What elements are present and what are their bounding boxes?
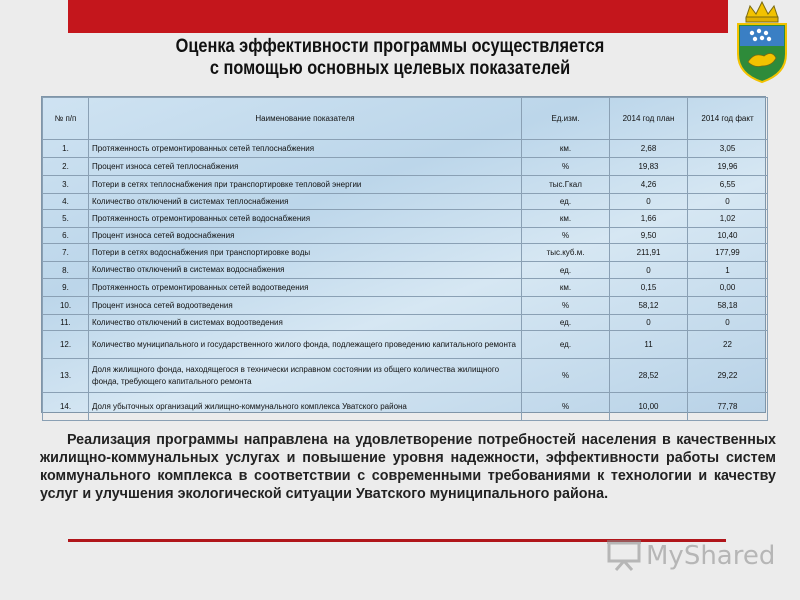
row-fact: 19,96	[688, 158, 768, 176]
row-name: Процент износа сетей водоснабжения	[89, 228, 522, 244]
row-name: Количество отключений в системах водоснабжения	[89, 262, 522, 279]
presentation-screen-icon	[606, 539, 642, 571]
row-fact: 22	[688, 331, 768, 359]
row-unit: %	[522, 359, 610, 393]
header-fact: 2014 год факт	[688, 98, 768, 140]
row-fact: 58,18	[688, 297, 768, 315]
row-name: Количество отключений в системах водоотведения	[89, 315, 522, 331]
row-plan: 0	[610, 262, 688, 279]
table-row	[43, 331, 768, 359]
row-fact: 0	[688, 315, 768, 331]
table-row	[43, 210, 768, 228]
title-line-1: Оценка эффективности программы осуществляется	[175, 36, 605, 57]
row-name: Доля убыточных организаций жилищно-коммунального комплекса Уватского района	[89, 393, 522, 421]
table-row	[43, 393, 768, 421]
row-fact: 3,05	[688, 140, 768, 158]
table-row	[43, 359, 768, 393]
header-unit: Ед.изм.	[522, 98, 610, 140]
table-row	[43, 279, 768, 297]
row-fact: 29,22	[688, 359, 768, 393]
table-row	[43, 158, 768, 176]
row-num: 6.	[43, 228, 89, 244]
row-num: 9.	[43, 279, 89, 297]
row-unit: ед.	[522, 194, 610, 210]
row-unit: %	[522, 393, 610, 421]
row-unit: %	[522, 297, 610, 315]
row-unit: км.	[522, 140, 610, 158]
table-row	[43, 176, 768, 194]
row-name: Доля жилищного фонда, находящегося в технически исправном состоянии из общего количества жилищного фонда, требующего капитального ремонта	[89, 359, 522, 393]
table-row	[43, 140, 768, 158]
row-num: 14.	[43, 393, 89, 421]
table-row	[43, 262, 768, 279]
coat-of-arms-icon	[728, 0, 796, 84]
row-plan: 11	[610, 331, 688, 359]
row-name: Протяженность отремонтированных сетей водоснабжения	[89, 210, 522, 228]
table-row	[43, 315, 768, 331]
row-unit: ед.	[522, 331, 610, 359]
row-plan: 0,15	[610, 279, 688, 297]
row-name: Количество муниципального и государственного жилого фонда, подлежащего проведению капитального ремонта	[89, 331, 522, 359]
row-unit: тыс.куб.м.	[522, 244, 610, 262]
table-row	[43, 244, 768, 262]
row-plan: 0	[610, 315, 688, 331]
row-unit: ед.	[522, 262, 610, 279]
row-unit: %	[522, 228, 610, 244]
row-fact: 177,99	[688, 244, 768, 262]
table-header-row	[43, 98, 768, 140]
row-name: Потери в сетях водоснабжения при транспортировке воды	[89, 244, 522, 262]
row-unit: км.	[522, 210, 610, 228]
header-num: № п/п	[43, 98, 89, 140]
summary-paragraph: Реализация программы направлена на удовлетворение потребностей населения в качественных жилищно-коммунальных услугах и повышение уровня надежности, эффективности работы систем коммунального комплекса в соответствии с современными требованиями к технологии и качеству услуг и улучшения экологической ситуации Уватского муниципального района.	[40, 432, 776, 502]
header-name: Наименование показателя	[89, 98, 522, 140]
row-plan: 4,26	[610, 176, 688, 194]
header-plan: 2014 год план	[610, 98, 688, 140]
row-plan: 28,52	[610, 359, 688, 393]
row-fact: 1	[688, 262, 768, 279]
row-num: 4.	[43, 194, 89, 210]
row-plan: 1,66	[610, 210, 688, 228]
row-fact: 1,02	[688, 210, 768, 228]
row-num: 3.	[43, 176, 89, 194]
row-num: 10.	[43, 297, 89, 315]
row-name: Процент износа сетей водоотведения	[89, 297, 522, 315]
watermark-text: MyShared	[646, 541, 776, 571]
row-num: 2.	[43, 158, 89, 176]
row-name: Протяженность отремонтированных сетей водоотведения	[89, 279, 522, 297]
row-fact: 10,40	[688, 228, 768, 244]
top-red-bar	[68, 0, 728, 33]
row-num: 7.	[43, 244, 89, 262]
row-fact: 0,00	[688, 279, 768, 297]
row-num: 8.	[43, 262, 89, 279]
row-num: 11.	[43, 315, 89, 331]
row-num: 5.	[43, 210, 89, 228]
title-line-2: с помощью основных целевых показателей	[209, 58, 571, 79]
row-unit: км.	[522, 279, 610, 297]
row-num: 1.	[43, 140, 89, 158]
row-name: Количество отключений в системах теплоснабжения	[89, 194, 522, 210]
row-plan: 0	[610, 194, 688, 210]
row-unit: %	[522, 158, 610, 176]
row-unit: ед.	[522, 315, 610, 331]
indicators-table	[42, 97, 768, 421]
indicators-table-container	[41, 96, 766, 413]
row-unit: тыс.Гкал	[522, 176, 610, 194]
row-name: Потери в сетях теплоснабжения при транспортировке тепловой энергии	[89, 176, 522, 194]
table-row	[43, 297, 768, 315]
row-fact: 77,78	[688, 393, 768, 421]
row-plan: 58,12	[610, 297, 688, 315]
row-num: 12.	[43, 331, 89, 359]
row-fact: 0	[688, 194, 768, 210]
row-plan: 10,00	[610, 393, 688, 421]
slide-title	[141, 36, 640, 80]
table-row	[43, 194, 768, 210]
row-plan: 9,50	[610, 228, 688, 244]
row-fact: 6,55	[688, 176, 768, 194]
row-plan: 2,68	[610, 140, 688, 158]
row-plan: 19,83	[610, 158, 688, 176]
row-name: Протяженность отремонтированных сетей теплоснабжения	[89, 140, 522, 158]
table-row	[43, 228, 768, 244]
row-plan: 211,91	[610, 244, 688, 262]
row-num: 13.	[43, 359, 89, 393]
row-name: Процент износа сетей теплоснабжения	[89, 158, 522, 176]
watermark	[606, 539, 776, 573]
